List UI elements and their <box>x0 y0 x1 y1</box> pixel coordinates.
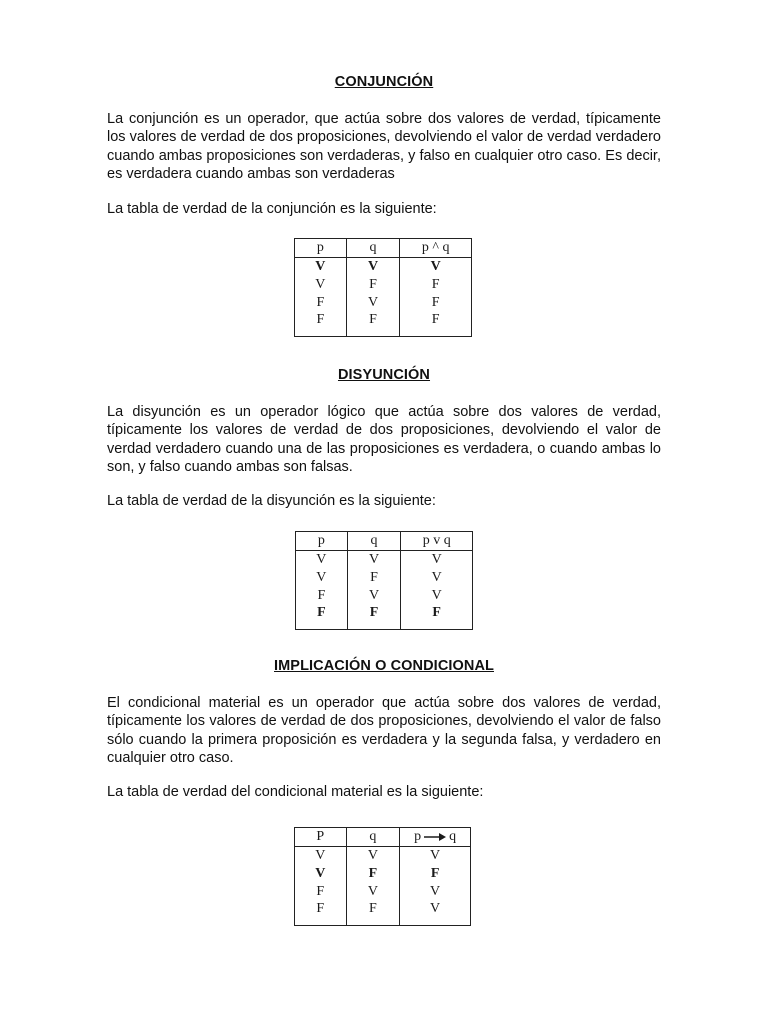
header-operand-p: p <box>414 829 422 844</box>
table-header-cell: p v q <box>401 532 473 551</box>
table-cell: F <box>295 883 347 901</box>
table-header-cell: p <box>295 239 347 258</box>
table-row <box>295 276 472 294</box>
disyuncion-paragraph: La disyunción es un operador lógico que actúa sobre dos valores de verdad, típicamente los valores de verdad de dos proposiciones, devolviendo el valor de verdad verdadero cuando una de las proposiciones es verdadera, o cuando ambas lo son, y falso cuando ambas son falsas. <box>107 404 661 475</box>
table-cell: V <box>296 551 348 570</box>
table-row <box>296 587 473 605</box>
table-cell: V <box>346 258 400 277</box>
conjuncion-table-intro: La tabla de verdad de la conjunción es la siguiente: <box>107 201 437 217</box>
table-row <box>295 258 472 277</box>
disyuncion-table-intro: La tabla de verdad de la disyunción es la siguiente: <box>107 493 436 509</box>
table-cell: F <box>400 312 472 337</box>
table-cell: V <box>346 883 400 901</box>
table-row <box>296 569 473 587</box>
implicacion-table-intro: La tabla de verdad del condicional material es la siguiente: <box>107 784 484 800</box>
table-header-cell-implication <box>400 828 471 847</box>
table-header-cell: q <box>346 828 400 847</box>
table-cell: V <box>295 258 347 277</box>
table-row <box>295 865 471 883</box>
table-cell: V <box>401 569 473 587</box>
table-cell: F <box>346 865 400 883</box>
section-title-conjuncion: CONJUNCIÓN <box>334 74 434 90</box>
table-cell: F <box>295 294 347 312</box>
conjuncion-paragraph: La conjunción es un operador, que actúa sobre dos valores de verdad, típicamente los valores de verdad de dos proposiciones, devolviendo el valor de verdad verdadero cuando ambas proposiciones son verdaderas, y falso en cualquier otro caso. Es decir, es verdadera cuando ambas son verdaderas <box>107 111 661 182</box>
table-header-row <box>295 239 472 258</box>
table-cell: F <box>347 569 401 587</box>
table-cell: F <box>400 865 471 883</box>
table-cell: F <box>346 276 400 294</box>
table-cell: V <box>295 276 347 294</box>
table-cell: F <box>400 276 472 294</box>
table-cell: V <box>296 569 348 587</box>
table-row <box>296 605 473 630</box>
table-header-row <box>296 532 473 551</box>
right-arrow-icon <box>423 832 447 842</box>
table-row <box>295 901 471 926</box>
table-row <box>295 883 471 901</box>
table-cell: V <box>401 551 473 570</box>
table-cell: V <box>295 847 347 866</box>
table-cell: V <box>400 901 471 926</box>
table-row <box>295 847 471 866</box>
table-header-row <box>295 828 471 847</box>
table-row <box>295 294 472 312</box>
table-header-cell: P <box>295 828 347 847</box>
table-cell: V <box>346 847 400 866</box>
disyuncion-truth-table <box>295 531 473 630</box>
table-cell: F <box>346 312 400 337</box>
table-header-cell: p <box>296 532 348 551</box>
table-cell: F <box>296 587 348 605</box>
header-operand-q: q <box>449 829 457 844</box>
implicacion-paragraph: El condicional material es un operador que actúa sobre dos valores de verdad, típicamente los valores de verdad de dos proposiciones, devolviendo el valor de falso sólo cuando la primera proposición es verdadera y la segunda falsa, y verdadero en cualquier otro caso. <box>107 695 661 766</box>
table-cell: V <box>400 883 471 901</box>
table-cell: V <box>295 865 347 883</box>
table-row <box>296 551 473 570</box>
table-cell: V <box>401 587 473 605</box>
table-cell: V <box>346 294 400 312</box>
table-cell: F <box>346 901 400 926</box>
table-header-cell: q <box>346 239 400 258</box>
table-cell: F <box>296 605 348 630</box>
section-title-disyuncion: DISYUNCIÓN <box>337 367 431 383</box>
table-header-cell: p ^ q <box>400 239 472 258</box>
table-cell: V <box>400 847 471 866</box>
table-cell: F <box>295 901 347 926</box>
table-row <box>295 312 472 337</box>
section-title-implicacion: IMPLICACIÓN O CONDICIONAL <box>274 658 494 674</box>
table-cell: F <box>401 605 473 630</box>
conjuncion-truth-table <box>294 238 472 337</box>
table-cell: F <box>400 294 472 312</box>
table-cell: V <box>400 258 472 277</box>
table-cell: V <box>347 587 401 605</box>
table-header-cell: q <box>347 532 401 551</box>
implicacion-truth-table <box>294 827 471 926</box>
table-cell: V <box>347 551 401 570</box>
table-cell: F <box>295 312 347 337</box>
table-cell: F <box>347 605 401 630</box>
